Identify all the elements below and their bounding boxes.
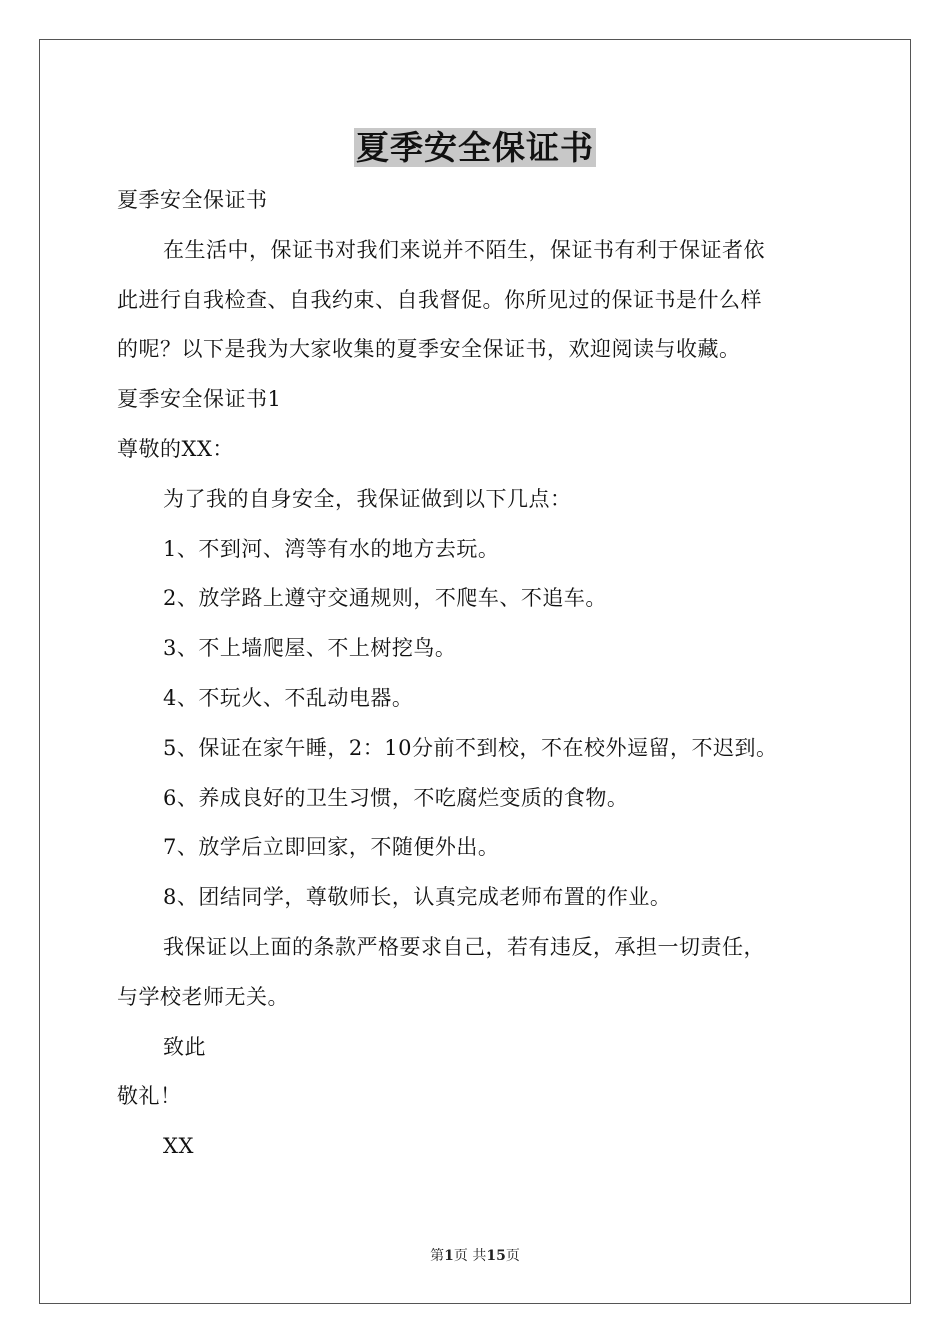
intro-line-3: 的呢？以下是我为大家收集的夏季安全保证书，欢迎阅读与收藏。	[117, 337, 741, 362]
salutation: 尊敬的XX：	[117, 436, 234, 461]
list-item: 7、放学后立即回家，不随便外出。	[163, 835, 500, 860]
document-title-text: 夏季安全保证书	[356, 128, 594, 167]
footer-prefix: 第	[430, 1248, 445, 1264]
footer-mid: 页 共	[453, 1248, 487, 1264]
list-item: 6、养成良好的卫生习惯，不吃腐烂变质的食物。	[163, 785, 629, 810]
footer-total-pages: 15	[486, 1248, 506, 1264]
document-title	[0, 127, 950, 169]
pledge-line-2: 与学校老师无关。	[117, 984, 289, 1009]
document-body	[117, 176, 833, 1172]
section-heading: 夏季安全保证书1	[117, 387, 282, 412]
signature: XX	[163, 1134, 194, 1159]
footer-suffix: 页	[505, 1248, 520, 1264]
list-item: 2、放学路上遵守交通规则，不爬车、不追车。	[163, 586, 607, 611]
regards: 敬礼！	[117, 1084, 182, 1109]
intro-line-2: 此进行自我检查、自我约束、自我督促。你所见过的保证书是什么样	[117, 287, 762, 312]
intro-line-1: 在生活中，保证书对我们来说并不陌生，保证书有利于保证者依	[163, 237, 765, 262]
footer-current-page: 1	[444, 1248, 454, 1264]
list-item: 3、不上墙爬屋、不上树挖鸟。	[163, 636, 457, 661]
list-item: 4、不玩火、不乱动电器。	[163, 685, 414, 710]
page-number-footer	[0, 1247, 950, 1265]
closing-phrase: 致此	[163, 1034, 206, 1059]
lead-sentence: 为了我的自身安全，我保证做到以下几点：	[163, 486, 572, 511]
document-subtitle: 夏季安全保证书	[117, 188, 268, 212]
list-item: 8、团结同学，尊敬师长，认真完成老师布置的作业。	[163, 885, 672, 910]
pledge-line-1: 我保证以上面的条款严格要求自己，若有违反，承担一切责任，	[163, 934, 765, 959]
list-item: 1、不到河、湾等有水的地方去玩。	[163, 536, 500, 561]
list-item: 5、保证在家午睡，2：10分前不到校，不在校外逗留，不迟到。	[163, 735, 778, 760]
